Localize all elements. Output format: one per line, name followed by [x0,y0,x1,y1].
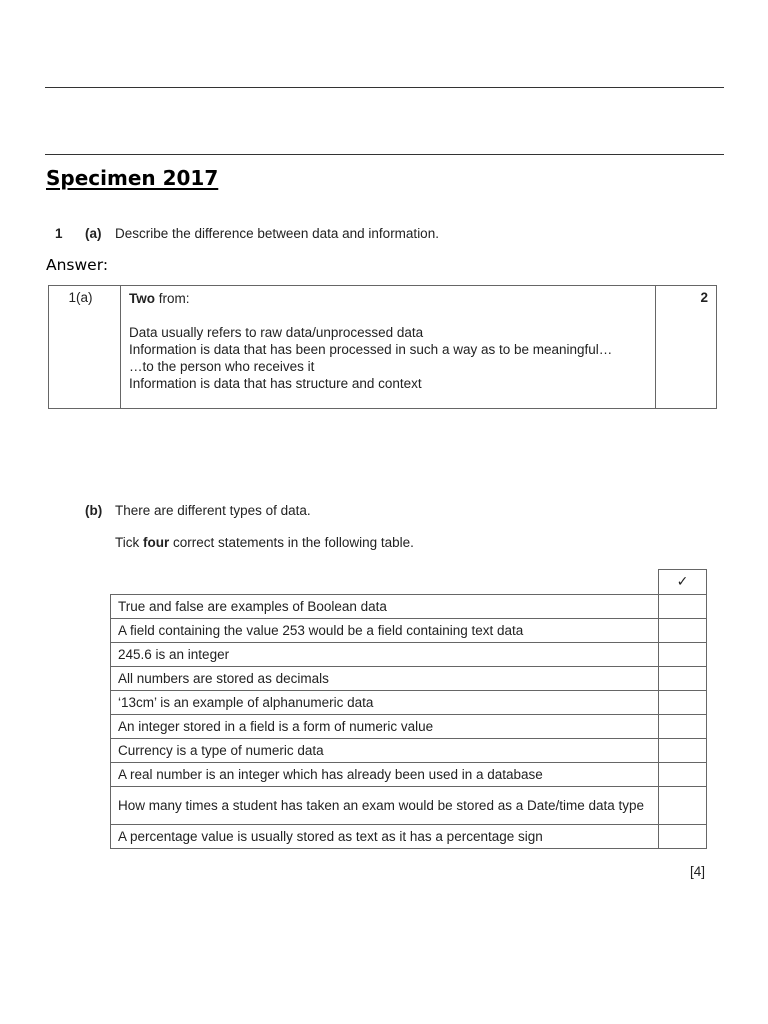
part-b-prompt: There are different types of data. [115,503,311,518]
instruction-pre: Tick [115,535,143,550]
answer-intro [129,290,647,307]
answer-point: Information is data that has been processed in such a way as to be meaningful… [129,342,613,357]
tick-box[interactable] [659,739,707,763]
question-ref-cell: 1(a) [49,286,121,409]
instruction-bold: four [143,535,170,550]
answer-cell [121,286,656,409]
statement-row [111,643,707,667]
statement-text: True and false are examples of Boolean data [111,595,659,619]
tick-box[interactable] [659,643,707,667]
statement-row [111,787,707,825]
tick-box[interactable] [659,691,707,715]
answer-intro-rest: from: [155,291,190,306]
statement-text: How many times a student has taken an exam would be stored as a Date/time data type [111,787,659,825]
statement-text: A percentage value is usually stored as text as it has a percentage sign [111,825,659,849]
tick-box[interactable] [659,825,707,849]
answer-point: Data usually refers to raw data/unprocessed data [129,325,424,340]
statement-row [111,739,707,763]
statement-text: An integer stored in a field is a form of numeric value [111,715,659,739]
statement-text: ‘13cm’ is an example of alphanumeric data [111,691,659,715]
tick-box[interactable] [659,763,707,787]
statement-row [111,691,707,715]
statement-row [111,667,707,691]
tick-box[interactable] [659,619,707,643]
answer-point: Information is data that has structure and context [129,376,422,391]
tick-header-row [111,570,707,595]
question-1a-line [55,226,439,241]
tick-box[interactable] [659,715,707,739]
statement-text: All numbers are stored as decimals [111,667,659,691]
instruction-post: correct statements in the following table. [169,535,414,550]
question-1b-line [85,503,311,518]
mark-scheme-row [49,286,717,409]
header-divider [45,154,724,155]
statements-table [110,569,707,849]
statement-text: 245.6 is an integer [111,643,659,667]
part-a-prompt: Describe the difference between data and information. [115,226,439,241]
answer-point: …to the person who receives it [129,359,315,374]
part-a-label: (a) [85,226,102,241]
mark-scheme-table [48,285,717,409]
statement-text: A real number is an integer which has already been used in a database [111,763,659,787]
part-b-instruction [115,535,414,550]
statement-row [111,825,707,849]
statement-row [111,619,707,643]
statement-row [111,595,707,619]
answer-label: Answer: [46,256,109,274]
tick-box[interactable] [659,595,707,619]
part-b-marks: [4] [690,864,706,879]
part-b-label: (b) [85,503,103,518]
marks-cell: 2 [656,286,717,409]
tick-box[interactable] [659,667,707,691]
statement-row [111,763,707,787]
page-title: Specimen 2017 [46,166,219,190]
tick-header-icon: ✓ [659,570,707,595]
statement-text: Currency is a type of numeric data [111,739,659,763]
tick-box[interactable] [659,787,707,825]
question-number: 1 [55,226,63,241]
top-divider [45,87,724,88]
statement-row [111,715,707,739]
answer-intro-bold: Two [129,291,155,306]
statement-text: A field containing the value 253 would be a field containing text data [111,619,659,643]
